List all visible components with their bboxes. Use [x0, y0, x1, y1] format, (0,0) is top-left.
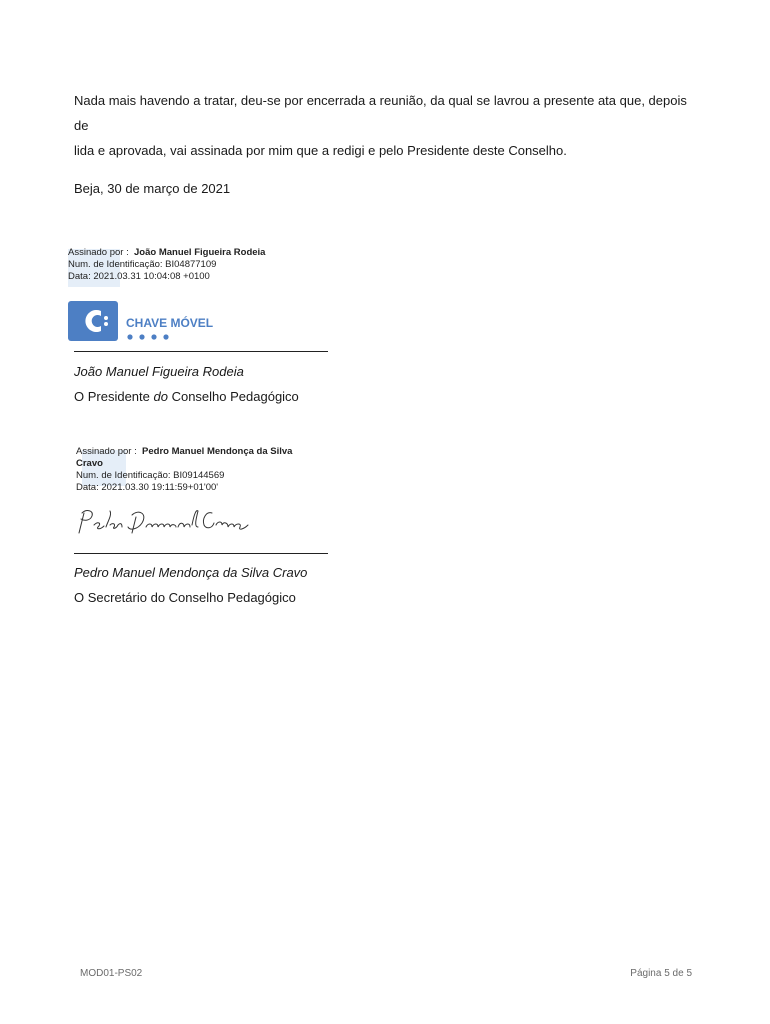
closing-paragraph: [74, 88, 704, 163]
signed-by-label: Assinado por :: [76, 446, 137, 457]
signature-id: Num. de Identificação: BI09144569: [76, 470, 225, 481]
signature-line-1: [74, 351, 328, 352]
closing-line-2: lida e aprovada, vai assinada por mim que a redigi e pelo Presidente deste Conselho.: [74, 143, 567, 158]
signed-by-name: Pedro Manuel Mendonça da Silva: [142, 446, 293, 457]
signatory-1-role: O Presidente do Conselho Pedagógico: [74, 389, 299, 404]
handwritten-signature: [76, 505, 256, 539]
footer-page-number: Página 5 de 5: [630, 968, 692, 979]
place-date: Beja, 30 de março de 2021: [74, 181, 231, 196]
signatory-2-name: Pedro Manuel Mendonça da Silva Cravo: [74, 565, 308, 580]
chave-movel-logo: [68, 301, 218, 348]
footer-doc-code: MOD01-PS02: [80, 968, 143, 979]
chave-movel-logo-text: CHAVE MÓVEL: [126, 316, 214, 330]
signatory-1-name: João Manuel Figueira Rodeia: [74, 364, 244, 379]
digital-signature-2: [76, 446, 292, 494]
signed-by-name: João Manuel Figueira Rodeia: [134, 247, 266, 258]
signed-by-name-cont: Cravo: [76, 458, 103, 469]
signed-by-label: Assinado por :: [68, 247, 129, 258]
signature-line-2: [74, 553, 328, 554]
digital-signature-1: [68, 247, 265, 283]
signatory-2-role: O Secretário do Conselho Pedagógico: [74, 590, 296, 605]
closing-line-1: Nada mais havendo a tratar, deu-se por encerrada a reunião, da qual se lavrou a presente ata que, depois de: [74, 93, 687, 133]
signature-date: Data: 2021.03.30 19:11:59+01'00': [76, 482, 219, 493]
signature-id: Num. de Identificação: BI04877109: [68, 259, 217, 270]
signature-date: Data: 2021.03.31 10:04:08 +0100: [68, 271, 210, 282]
